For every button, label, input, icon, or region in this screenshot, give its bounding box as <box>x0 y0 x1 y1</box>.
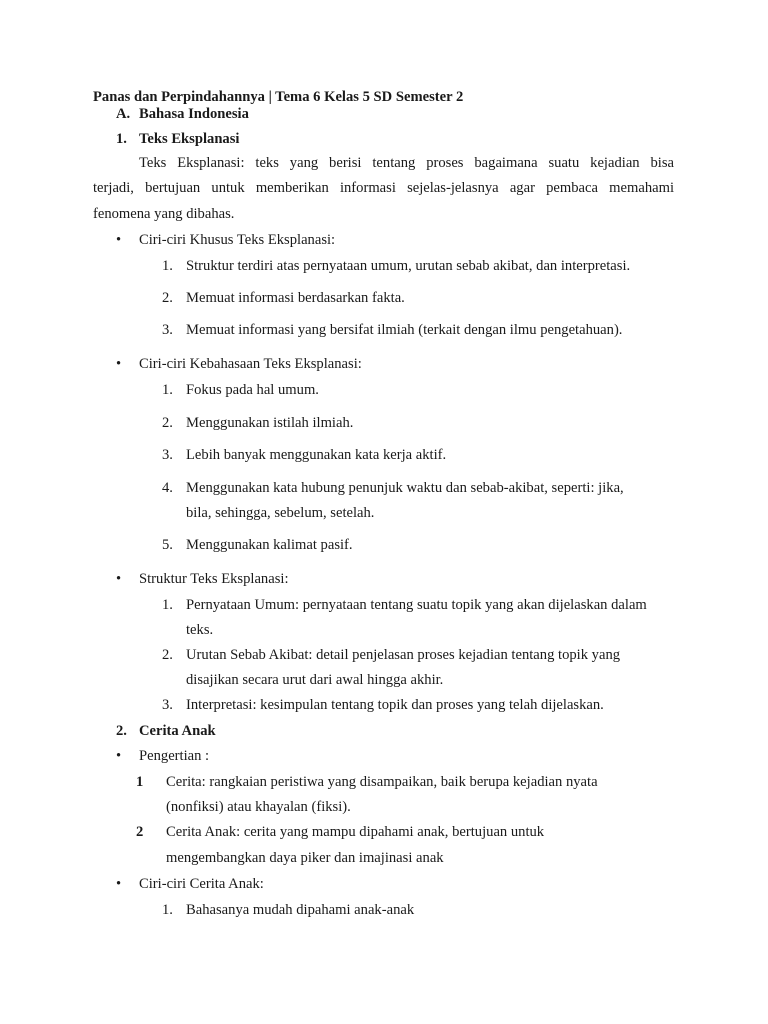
paragraph-line-2: terjadi, bertujuan untuk memberikan informasi sejelas-jelasnya agar pembaca memahami <box>93 180 674 196</box>
list-item: Cerita: rangkaian peristiwa yang disampaikan, baik berupa kejadian nyata <box>166 774 598 790</box>
struktur-heading: Struktur Teks Eksplanasi: <box>139 571 289 587</box>
bullet-icon: • <box>116 571 122 587</box>
list-number: 1. <box>162 258 173 274</box>
pengertian-heading: Pengertian : <box>139 748 210 764</box>
subheading-1-number: 1. <box>116 131 127 147</box>
list-item: Memuat informasi berdasarkan fakta. <box>186 290 405 306</box>
paragraph-line-3: fenomena yang dibahas. <box>93 206 235 222</box>
list-item: Menggunakan istilah ilmiah. <box>186 415 354 431</box>
khusus-heading: Ciri-ciri Khusus Teks Eksplanasi: <box>139 232 336 248</box>
kebahasaan-heading: Ciri-ciri Kebahasaan Teks Eksplanasi: <box>139 356 362 372</box>
list-item-continuation: bila, sehingga, sebelum, setelah. <box>186 505 375 521</box>
list-number: 1. <box>162 902 173 918</box>
list-item-continuation: disajikan secara urut dari awal hingga akhir. <box>186 672 444 688</box>
list-number: 3. <box>162 697 173 713</box>
subheading-2-number: 2. <box>116 723 127 739</box>
bullet-icon: • <box>116 232 122 248</box>
list-number: 1. <box>162 597 173 613</box>
list-number: 3. <box>162 447 173 463</box>
list-number: 1. <box>162 382 173 398</box>
list-item: Lebih banyak menggunakan kata kerja aktif. <box>186 447 447 463</box>
list-item: Menggunakan kalimat pasif. <box>186 537 353 553</box>
list-item: Memuat informasi yang bersifat ilmiah (terkait dengan ilmu pengetahuan). <box>186 322 623 338</box>
list-number: 3. <box>162 322 173 338</box>
list-number: 2 <box>136 824 144 840</box>
list-item: Menggunakan kata hubung penunjuk waktu dan sebab-akibat, seperti: jika, <box>186 480 624 496</box>
section-a-title: Bahasa Indonesia <box>139 106 249 122</box>
list-item-continuation: teks. <box>186 622 214 638</box>
paragraph-line-1: Teks Eksplanasi: teks yang berisi tentang proses bagaimana suatu kejadian bisa <box>139 155 674 171</box>
bullet-icon: • <box>116 748 122 764</box>
list-item: Bahasanya mudah dipahami anak-anak <box>186 902 415 918</box>
list-item-continuation: mengembangkan daya piker dan imajinasi anak <box>166 850 444 866</box>
bullet-icon: • <box>116 876 122 892</box>
list-item: Fokus pada hal umum. <box>186 382 319 398</box>
list-number: 2. <box>162 647 173 663</box>
ciri-cerita-heading: Ciri-ciri Cerita Anak: <box>139 876 264 892</box>
document-title: Panas dan Perpindahannya | Tema 6 Kelas 5 SD Semester 2 <box>93 89 464 105</box>
list-item: Urutan Sebab Akibat: detail penjelasan proses kejadian tentang topik yang <box>186 647 621 663</box>
subheading-1-title: Teks Eksplanasi <box>139 131 240 147</box>
list-number: 5. <box>162 537 173 553</box>
list-item-continuation: (nonfiksi) atau khayalan (fiksi). <box>166 799 351 815</box>
section-a-letter: A. <box>116 106 131 122</box>
list-item: Cerita Anak: cerita yang mampu dipahami anak, bertujuan untuk <box>166 824 545 840</box>
list-item: Struktur terdiri atas pernyataan umum, urutan sebab akibat, dan interpretasi. <box>186 258 631 274</box>
list-number: 2. <box>162 290 173 306</box>
list-number: 4. <box>162 480 173 496</box>
list-number: 1 <box>136 774 144 790</box>
subheading-2-title: Cerita Anak <box>139 723 216 739</box>
list-item: Pernyataan Umum: pernyataan tentang suatu topik yang akan dijelaskan dalam <box>186 597 647 613</box>
list-item: Interpretasi: kesimpulan tentang topik dan proses yang telah dijelaskan. <box>186 697 604 713</box>
bullet-icon: • <box>116 356 122 372</box>
list-number: 2. <box>162 415 173 431</box>
